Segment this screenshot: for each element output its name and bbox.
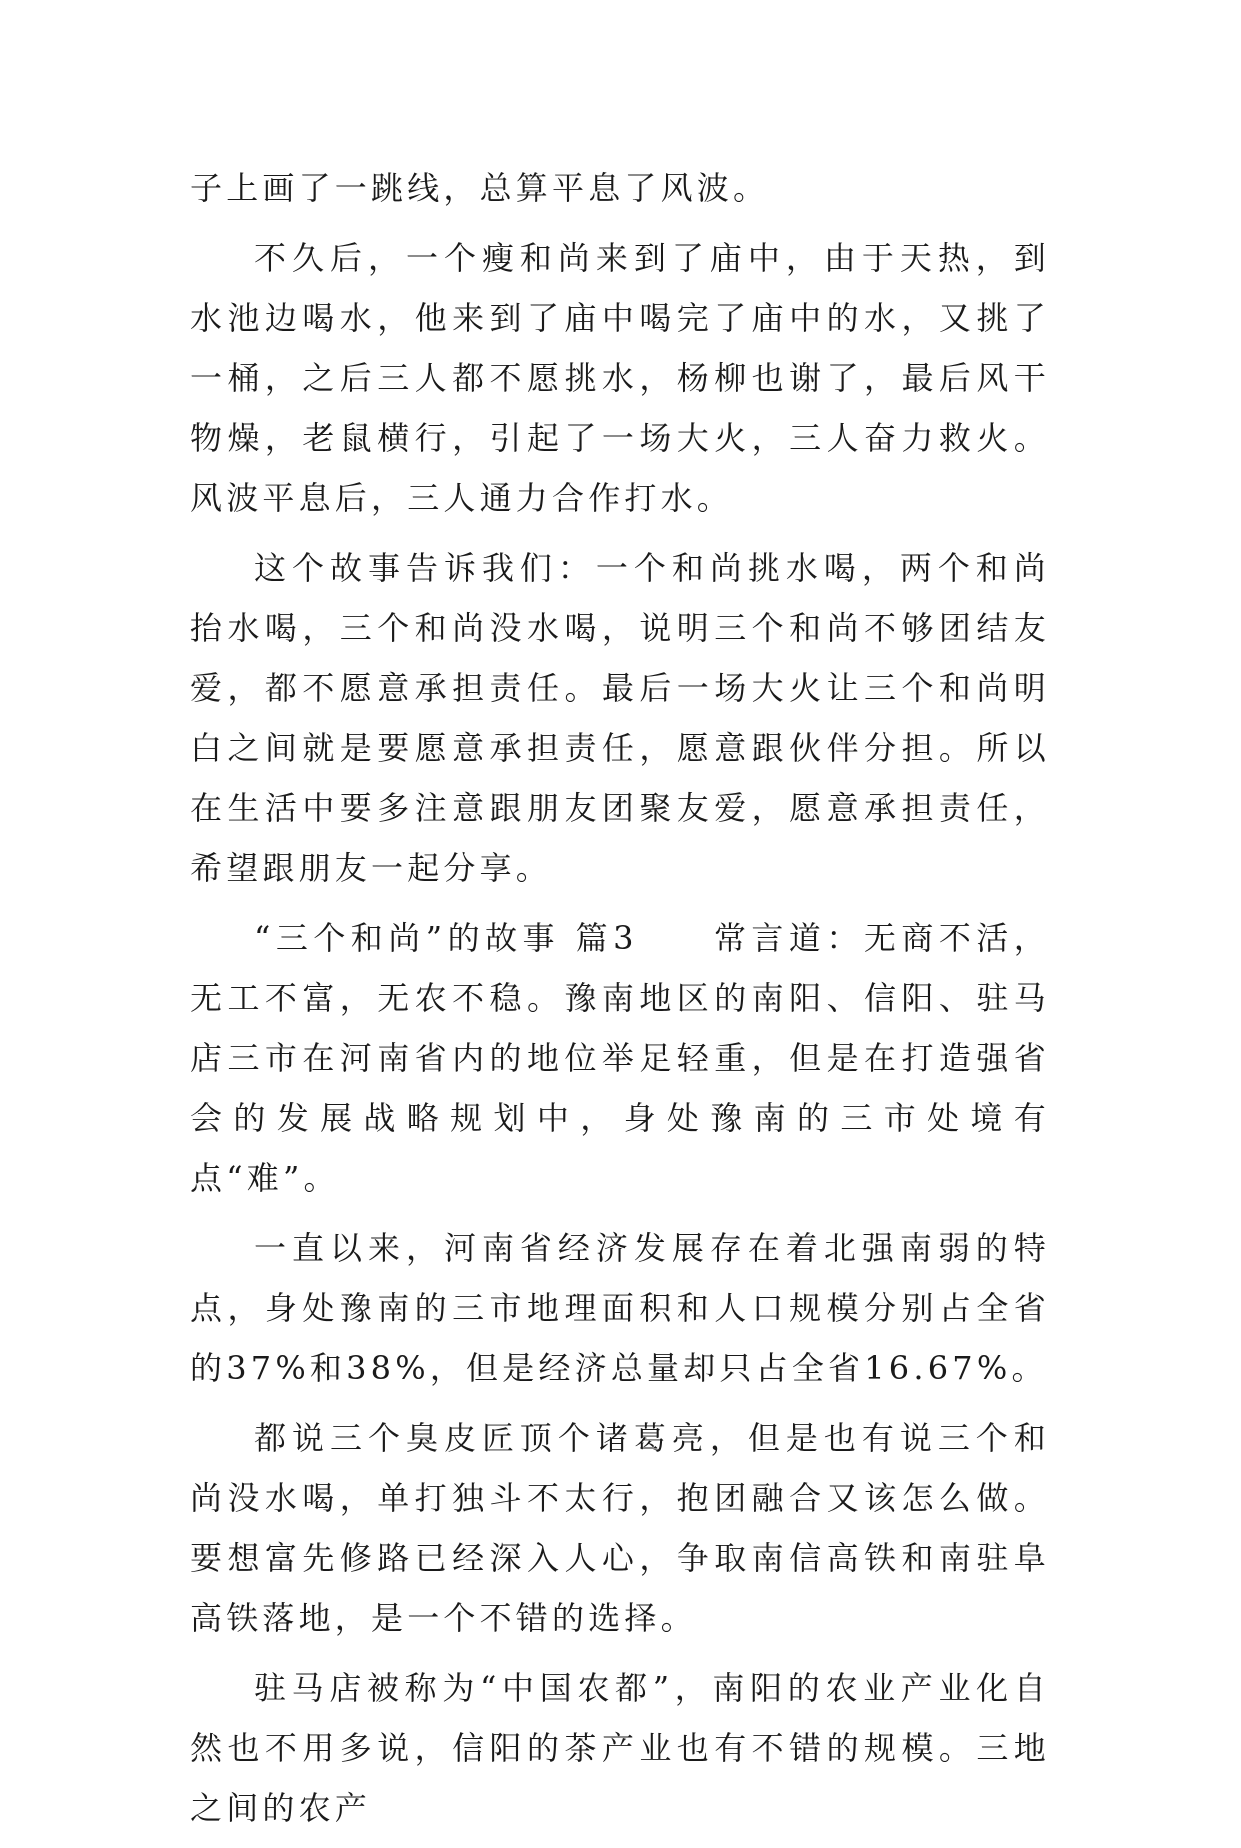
section-heading-paragraph: “三个和尚”的故事 篇3 常言道：无商不活，无工不富，无农不稳。豫南地区的南阳、信阳、驻马店三市在河南省内的地位举足轻重，但是在打造强省会的发展战略规划中，身处豫南的三市处境有点“难”。 (190, 919, 1050, 1197)
paragraph: 不久后，一个瘦和尚来到了庙中，由于天热，到水池边喝水，他来到了庙中喝完了庙中的水，又挑了一桶，之后三人都不愿挑水，杨柳也谢了，最后风干物燥，老鼠横行，引起了一场大火，三人奋力救火。风波平息后，三人通力合作打水。 (190, 239, 1050, 517)
paragraph: 一直以来，河南省经济发展存在着北强南弱的特点，身处豫南的三市地理面积和人口规模分别占全省的37%和38%，但是经济总量却只占全省16.67%。 (190, 1229, 1050, 1387)
paragraph: 驻马店被称为“中国农都”，南阳的农业产业化自然也不用多说，信阳的茶产业也有不错的规模。三地之间的农产 (190, 1669, 1050, 1827)
paragraph-continuation: 子上画了一跳线，总算平息了风波。 (190, 169, 770, 207)
document-body (190, 158, 1050, 1848)
paragraph: 这个故事告诉我们：一个和尚挑水喝，两个和尚抬水喝，三个和尚没水喝，说明三个和尚不够团结友爱，都不愿意承担责任。最后一场大火让三个和尚明白之间就是要愿意承担责任，愿意跟伙伴分担。所以在生活中要多注意跟朋友团聚友爱，愿意承担责任，希望跟朋友一起分享。 (190, 549, 1050, 887)
paragraph: 都说三个臭皮匠顶个诸葛亮，但是也有说三个和尚没水喝，单打独斗不太行，抱团融合又该怎么做。要想富先修路已经深入人心，争取南信高铁和南驻阜高铁落地，是一个不错的选择。 (190, 1419, 1050, 1637)
